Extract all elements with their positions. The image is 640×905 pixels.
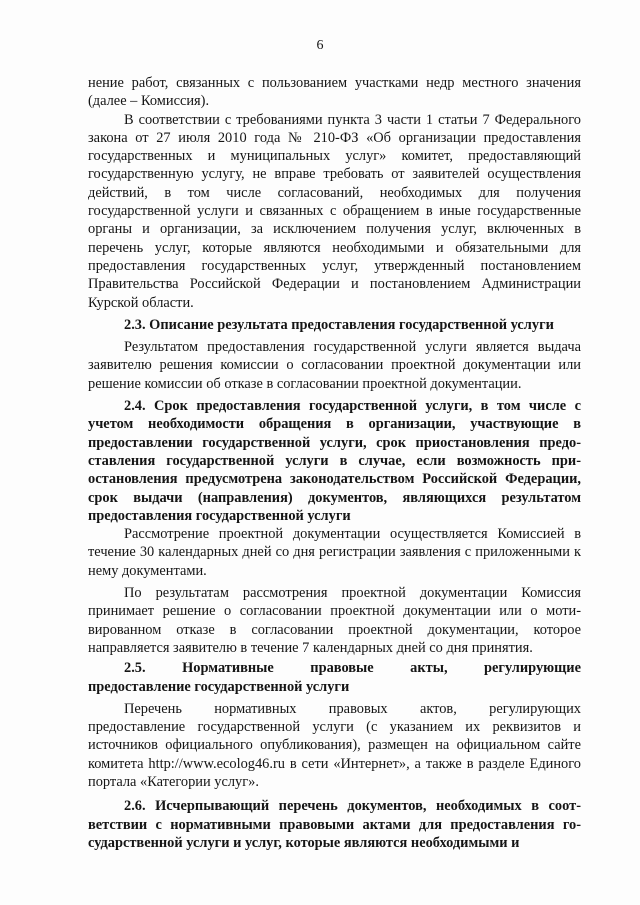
heading-2-5-word: регулирующие	[484, 660, 581, 677]
paragraph-list-rest: предоставление государственной услуги (с указанием их реквизитов и источников официального опубликования), размещен на официальном сайте комитета http://www.ecolog46.ru в сети «Интернет», а также в разделе Единого портала «Категории услуг».	[88, 719, 581, 790]
heading-2-3: 2.3. Описание результата предоставления государственной услуги	[124, 316, 554, 333]
heading-2-5-word: акты,	[410, 660, 448, 677]
paragraph-list-word: актов,	[419, 700, 457, 717]
heading-2-6: 2.6. Исчерпывающий перечень документов, необходимых в соответствии с нормативными правовыми актами для предоставления государственной услуги и услуг, которые являются необходимыми и	[88, 798, 581, 851]
heading-2-5-first-line	[88, 659, 581, 677]
paragraph-review: Рассмотрение проектной документации осуществляется Комиссией в течение 30 календарных дней со дня регистрации заявления с приложенными к нему документами.	[88, 526, 581, 579]
heading-2-5-word: правовые	[310, 660, 374, 677]
heading-2-5-continuation: предоставление государственной услуги	[88, 678, 350, 695]
page-content	[88, 74, 581, 852]
heading-2-5-word: 2.5.	[124, 660, 146, 677]
paragraph-list-first-line	[88, 700, 581, 718]
paragraph-list	[88, 700, 581, 791]
heading-2-4: 2.4. Срок предоставления государственной услуги, в том числе с учетом необходимости обращения в организации, участвующие в предоставлении государственной услуги, срок приостановления предоставления государственной услуги в случае, если возможность приостановления предусмотрена законодательством Российской Федерации, срок выдачи (направления) документов, являющихся результатом предоставления государственной услуги	[88, 398, 581, 524]
heading-2-5	[88, 659, 581, 696]
paragraph-list-word: Перечень	[124, 700, 182, 717]
paragraph-result: Результатом предоставления государственной услуги является выдача заявителю решения комиссии о согласовании проектной документации или решение комиссии об отказе в согласовании проектной документации.	[88, 339, 581, 392]
paragraph-intro: нение работ, связанных с пользованием участками недр местного значения (далее – Комиссия).	[88, 75, 581, 110]
paragraph-list-word: правовых	[328, 700, 388, 717]
heading-2-5-word: Нормативные	[182, 660, 274, 677]
paragraph-requirements: В соответствии с требованиями пункта 3 части 1 статьи 7 Федерального закона от 27 июля 2010 года № 210-ФЗ «Об организации предоставления государственных и муниципальных услуг» комитет, предоставляющий государственную услугу, не вправе требовать от заявителей осуществления действий, в том числе согласований, необходимых для получения государственной услуги и связанных с обращением в иные государственные органы и организации, за исключением получения услуг, включенных в перечень услуг, которые являются необходимыми и обязательными для предоставления государственных услуг, утвержденный постановлением Правительства Российской Федерации и постановлением Администрации Курской области.	[88, 111, 581, 311]
paragraph-list-word: регулирующих	[489, 700, 581, 717]
paragraph-list-word: нормативных	[214, 700, 297, 717]
page-number: 6	[316, 38, 324, 53]
paragraph-decision: По результатам рассмотрения проектной документации Комиссия принимает решение о согласовании проектной документации или о мотивированном отказе в согласовании проектной документации, которое направляется заявителю в течение 7 календарных дней со дня принятия.	[88, 585, 581, 656]
